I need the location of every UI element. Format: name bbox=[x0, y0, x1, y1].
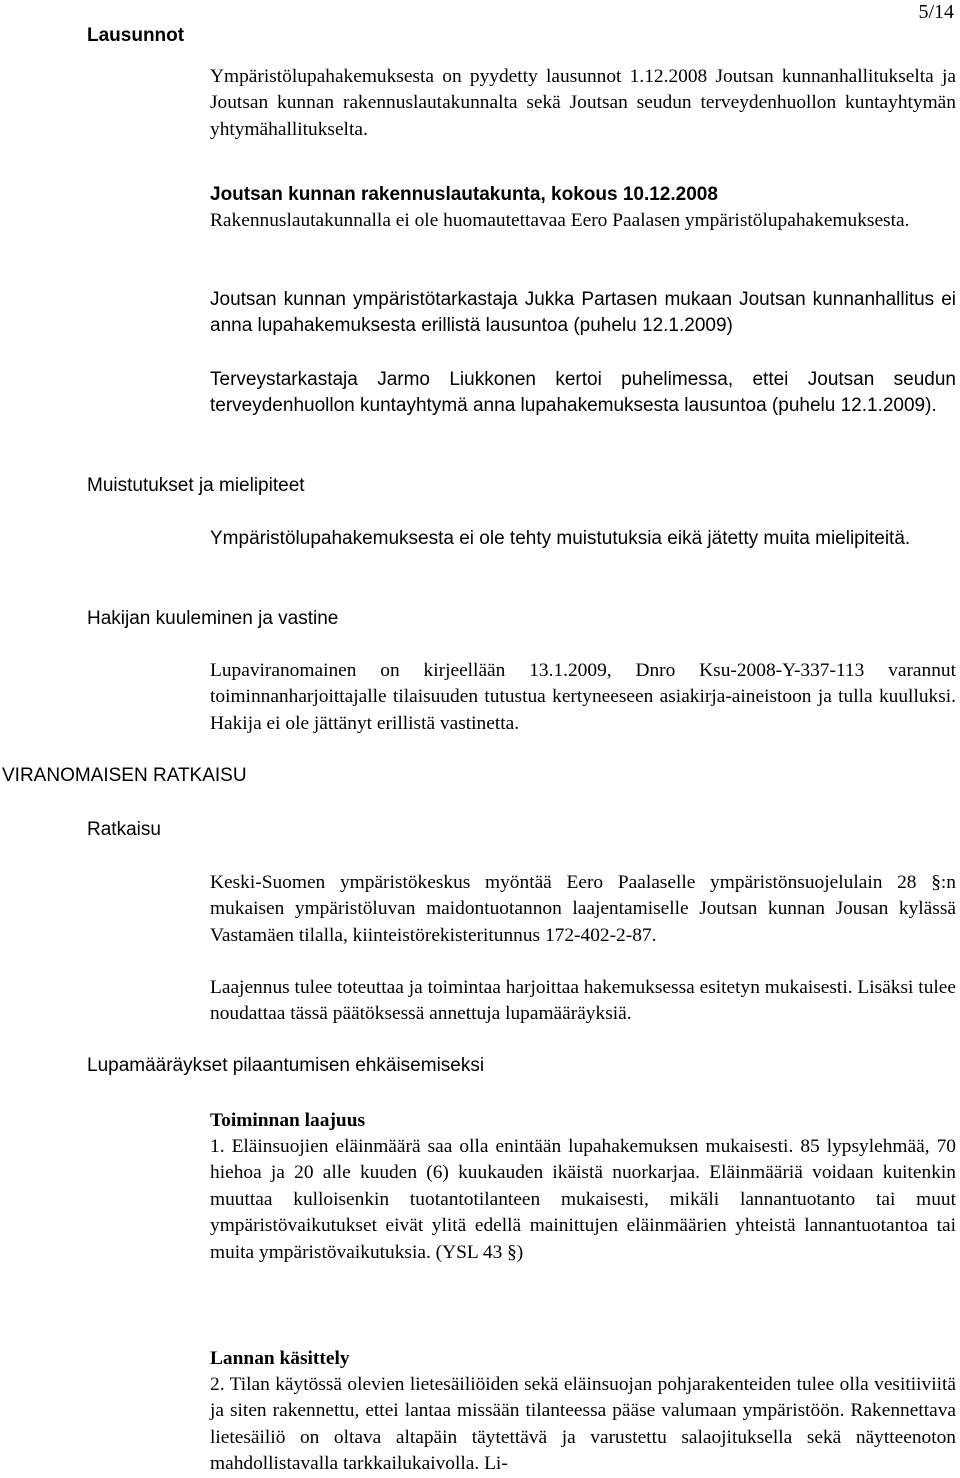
lannan-kasittely-section bbox=[210, 1346, 956, 1478]
lannan-kasittely-text: 2. Tilan käytössä olevien lietesäiliöiden sekä eläinsuojan pohjarakenteiden tulee olla vesitiiviitä ja siten rakennettu, ettei lantaa missään tilanteessa pääse valumaan ympäristöön. Rakennettava lietesäiliö on oltava altapäin täytettävä ja varustettu salaojituksella sekä näytteenoton mahdollistavalla tarkkailukaivolla. Li- bbox=[210, 1374, 956, 1475]
hakijan-kuuleminen-paragraph: Lupaviranomainen on kirjeellään 13.1.2009, Dnro Ksu-2008-Y-337-113 varannut toiminnanharjoittajalle tilaisuuden tutustua kertyneeseen asiakirja-aineistoon ja tulla kuulluksi. Hakija ei ole jättänyt erillistä vastinetta. bbox=[210, 660, 956, 734]
ratkaisu-paragraph-1: Keski-Suomen ympäristökeskus myöntää Eero Paalaselle ympäristönsuojelulain 28 §:n mukaisen ympäristöluvan maidontuotannon laajentamiselle Joutsan kunnan Jousan kylässä Vastamäen tilalla, kiinteistörekisteritunnus 172-402-2-87. bbox=[210, 872, 956, 946]
heading-ratkaisu: Ratkaisu bbox=[87, 819, 161, 840]
toiminnan-laajuus-title: Toiminnan laajuus bbox=[210, 1110, 366, 1131]
lausunnot-intro-paragraph: Ympäristölupahakemuksesta on pyydetty lausunnot 1.12.2008 Joutsan kunnanhallitukselta ja Joutsan kunnan rakennuslautakunnalta sekä Joutsan seudun terveydenhuollon kuntayhtymän yhtymähallitukselta. bbox=[210, 66, 956, 140]
heading-lupamaaraykset: Lupamääräykset pilaantumisen ehkäisemiseksi bbox=[87, 1055, 485, 1076]
heading-viranomaisen-ratkaisu: VIRANOMAISEN RATKAISU bbox=[2, 765, 247, 786]
heading-hakijan-kuuleminen: Hakijan kuuleminen ja vastine bbox=[87, 608, 339, 629]
heading-muistutukset: Muistutukset ja mielipiteet bbox=[87, 475, 305, 496]
rakennuslautakunta-text: Rakennuslautakunnalla ei ole huomautettavaa Eero Paalasen ympäristölupahakemuksesta. bbox=[210, 210, 910, 231]
heading-lausunnot: Lausunnot bbox=[87, 25, 185, 46]
muistutukset-paragraph: Ympäristölupahakemuksesta ei ole tehty muistutuksia eikä jätetty muita mielipiteitä. bbox=[210, 528, 911, 549]
lannan-kasittely-title: Lannan käsittely bbox=[210, 1348, 350, 1369]
rakennuslautakunta-section bbox=[210, 182, 956, 234]
ratkaisu-paragraph-2: Laajennus tulee toteuttaa ja toimintaa harjoittaa hakemuksessa esitetyn mukaisesti. Lisäksi tulee noudattaa tässä päätöksessä annettuja lupamääräyksiä. bbox=[210, 977, 956, 1025]
ymparistotarkastaja-paragraph: Joutsan kunnan ympäristötarkastaja Jukka Partasen mukaan Joutsan kunnanhallitus ei anna lupahakemuksesta erillistä lausuntoa (puhelu 12.1.2009) bbox=[210, 289, 956, 337]
toiminnan-laajuus-text: 1. Eläinsuojien eläinmäärä saa olla enintään lupahakemuksen mukaisesti. 85 lypsylehmää, 70 hiehoa ja 20 alle kuuden (6) kuukauden ikäistä nuorkarjaa. Eläinmääriä voidaan kuitenkin muuttaa kulloisenkin tuotantotilanteen mukaisesti, mikäli lannantuotanto tai muut ympäristövaikutukset eivät ylitä edellä mainittujen eläinmäärien yhteistä lannantuotantoa tai muita ympäristövaikutuksia. (YSL 43 §) bbox=[210, 1136, 956, 1263]
page-number: 5/14 bbox=[918, 1, 954, 23]
toiminnan-laajuus-section bbox=[210, 1108, 956, 1266]
rakennuslautakunta-title: Joutsan kunnan rakennuslautakunta, kokous 10.12.2008 bbox=[210, 184, 718, 205]
terveystarkastaja-paragraph: Terveystarkastaja Jarmo Liukkonen kertoi puhelimessa, ettei Joutsan seudun terveydenhuollon kuntayhtymä anna lupahakemuksesta lausuntoa (puhelu 12.1.2009). bbox=[210, 369, 956, 417]
